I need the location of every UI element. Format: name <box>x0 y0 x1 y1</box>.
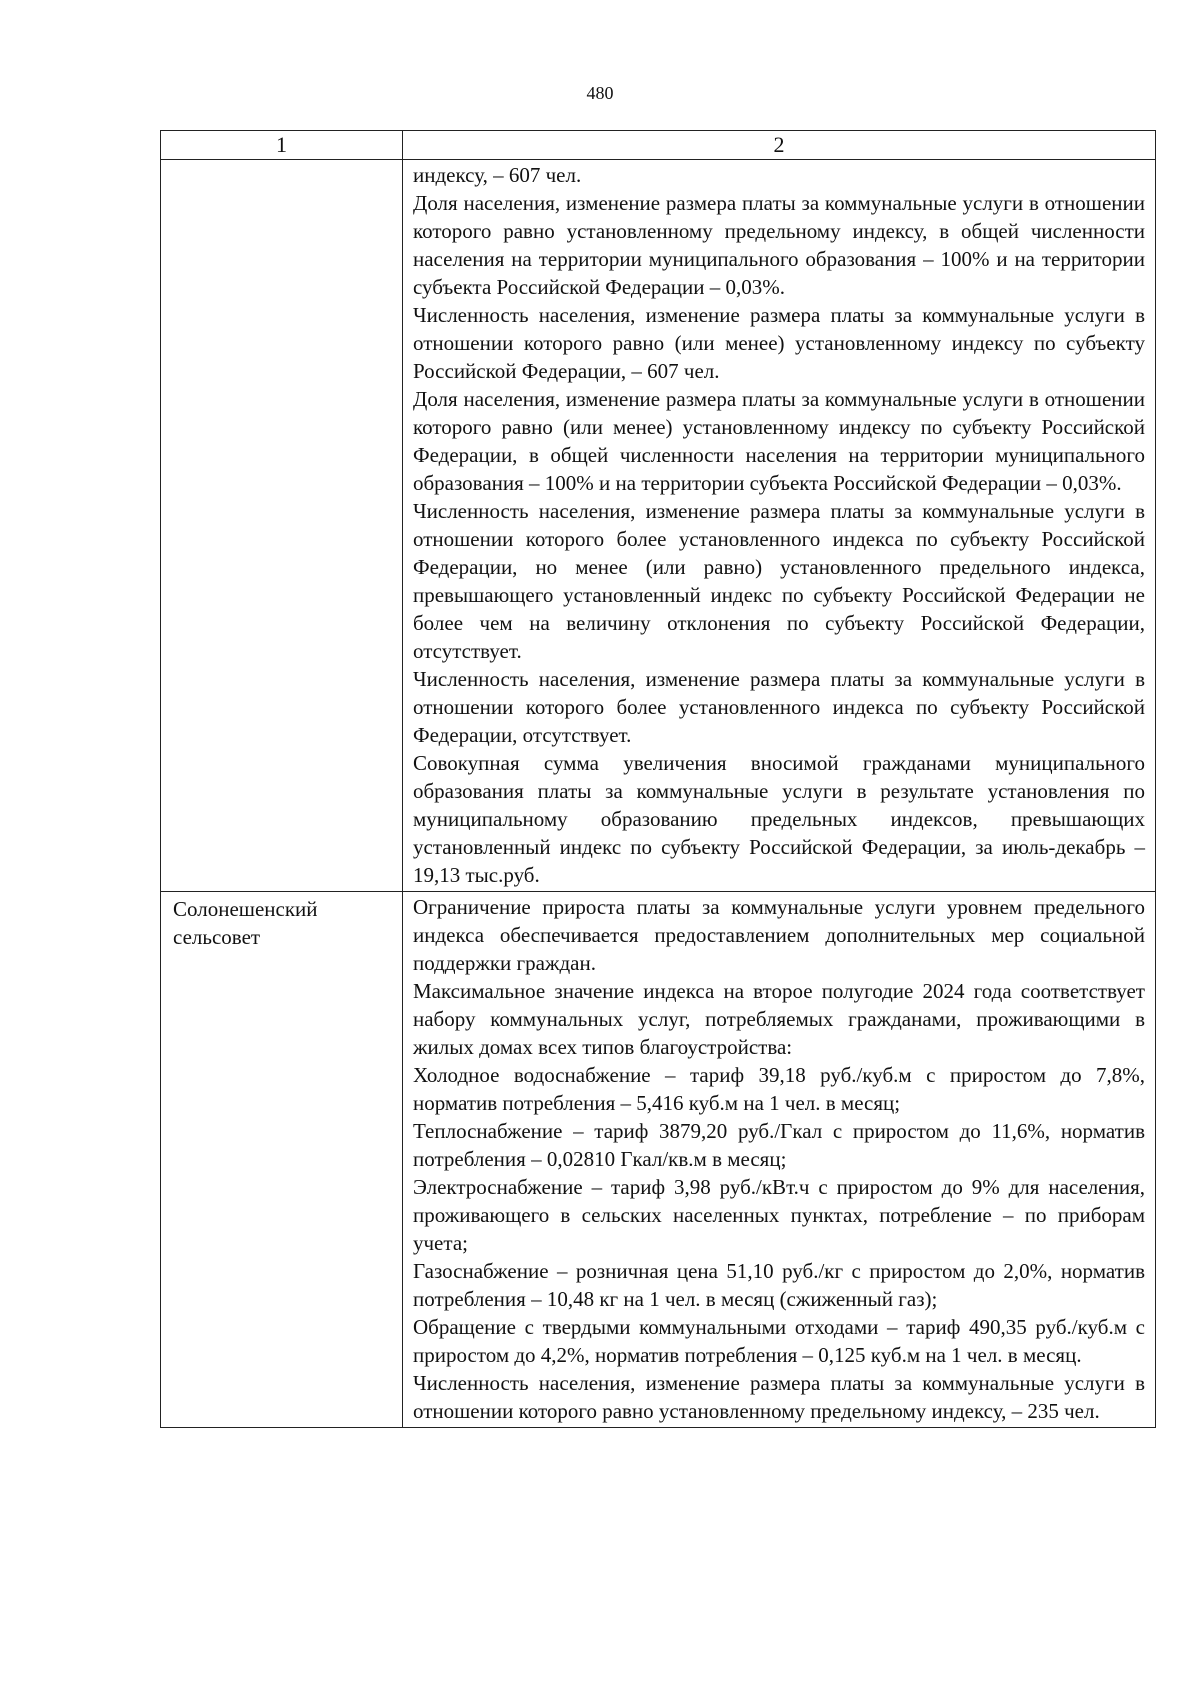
table-header-row <box>161 131 1156 160</box>
paragraph: Теплоснабжение – тариф 3879,20 руб./Гкал с приростом до 11,6%, норматив потребления – 0,02810 Гкал/кв.м в месяц; <box>413 1119 1145 1171</box>
description-cell <box>403 892 1156 1428</box>
paragraph: Численность населения, изменение размера платы за коммунальные услуги в отношении которого более установленного индекса по субъекту Российской Федерации, но менее (или равно) установленного предельного индекса, превышающего установленный индекс по субъекту Российской Федерации не более чем на величину отклонения по субъекту Российской Федерации, отсутствует. <box>413 499 1145 663</box>
municipality-cell <box>161 160 403 892</box>
paragraph: Доля населения, изменение размера платы за коммунальные услуги в отношении которого равно установленному предельному индексу, в общей численности населения на территории муниципального образования – 100% и на территории субъекта Российской Федерации – 0,03%. <box>413 191 1145 299</box>
page-number: 480 <box>586 83 614 103</box>
paragraph: Численность населения, изменение размера платы за коммунальные услуги в отношении которого равно установленному предельному индексу, – 235 чел. <box>413 1371 1145 1423</box>
paragraph: Численность населения, изменение размера платы за коммунальные услуги в отношении которого равно (или менее) установленному индексу по субъекту Российской Федерации, – 607 чел. <box>413 303 1145 383</box>
paragraph: Обращение с твердыми коммунальными отходами – тариф 490,35 руб./куб.м с приростом до 4,2%, норматив потребления – 0,125 куб.м на 1 чел. в месяц. <box>413 1315 1145 1367</box>
paragraph: Численность населения, изменение размера платы за коммунальные услуги в отношении которого более установленного индекса по субъекту Российской Федерации, отсутствует. <box>413 667 1145 747</box>
paragraph: Холодное водоснабжение – тариф 39,18 руб./куб.м с приростом до 7,8%, норматив потребления – 5,416 куб.м на 1 чел. в месяц; <box>413 1063 1145 1115</box>
municipality-cell <box>161 892 403 1428</box>
table-row <box>161 892 1156 1428</box>
paragraph: Газоснабжение – розничная цена 51,10 руб./кг с приростом до 2,0%, норматив потребления – 10,48 кг на 1 чел. в месяц (сжиженный газ); <box>413 1259 1145 1311</box>
table-row <box>161 160 1156 892</box>
paragraph: Ограничение прироста платы за коммунальные услуги уровнем предельного индекса обеспечивается предоставлением дополнительных мер социальной поддержки граждан. <box>413 895 1145 975</box>
description-cell <box>403 160 1156 892</box>
municipality-name: Солонешенский сельсовет <box>173 897 318 949</box>
header-col-2: 2 <box>403 131 1156 160</box>
header-col-1: 1 <box>161 131 403 160</box>
data-table <box>160 130 1156 1428</box>
paragraph: Совокупная сумма увеличения вносимой гражданами муниципального образования платы за коммунальные услуги в результате установления по муниципальному образованию предельных индексов, превышающих установленный индекс по субъекту Российской Федерации, за июль-декабрь – 19,13 тыс.руб. <box>413 751 1145 887</box>
paragraph: Максимальное значение индекса на второе полугодие 2024 года соответствует набору коммунальных услуг, потребляемых гражданами, проживающими в жилых домах всех типов благоустройства: <box>413 979 1145 1059</box>
paragraph: индексу, – 607 чел. <box>413 163 582 187</box>
paragraph: Доля населения, изменение размера платы за коммунальные услуги в отношении которого равно (или менее) установленному индексу по субъекту Российской Федерации, в общей численности населения на территории муниципального образования – 100% и на территории субъекта Российской Федерации – 0,03%. <box>413 387 1145 495</box>
paragraph: Электроснабжение – тариф 3,98 руб./кВт.ч с приростом до 9% для населения, проживающего в сельских населенных пунктах, потребление – по приборам учета; <box>413 1175 1145 1255</box>
